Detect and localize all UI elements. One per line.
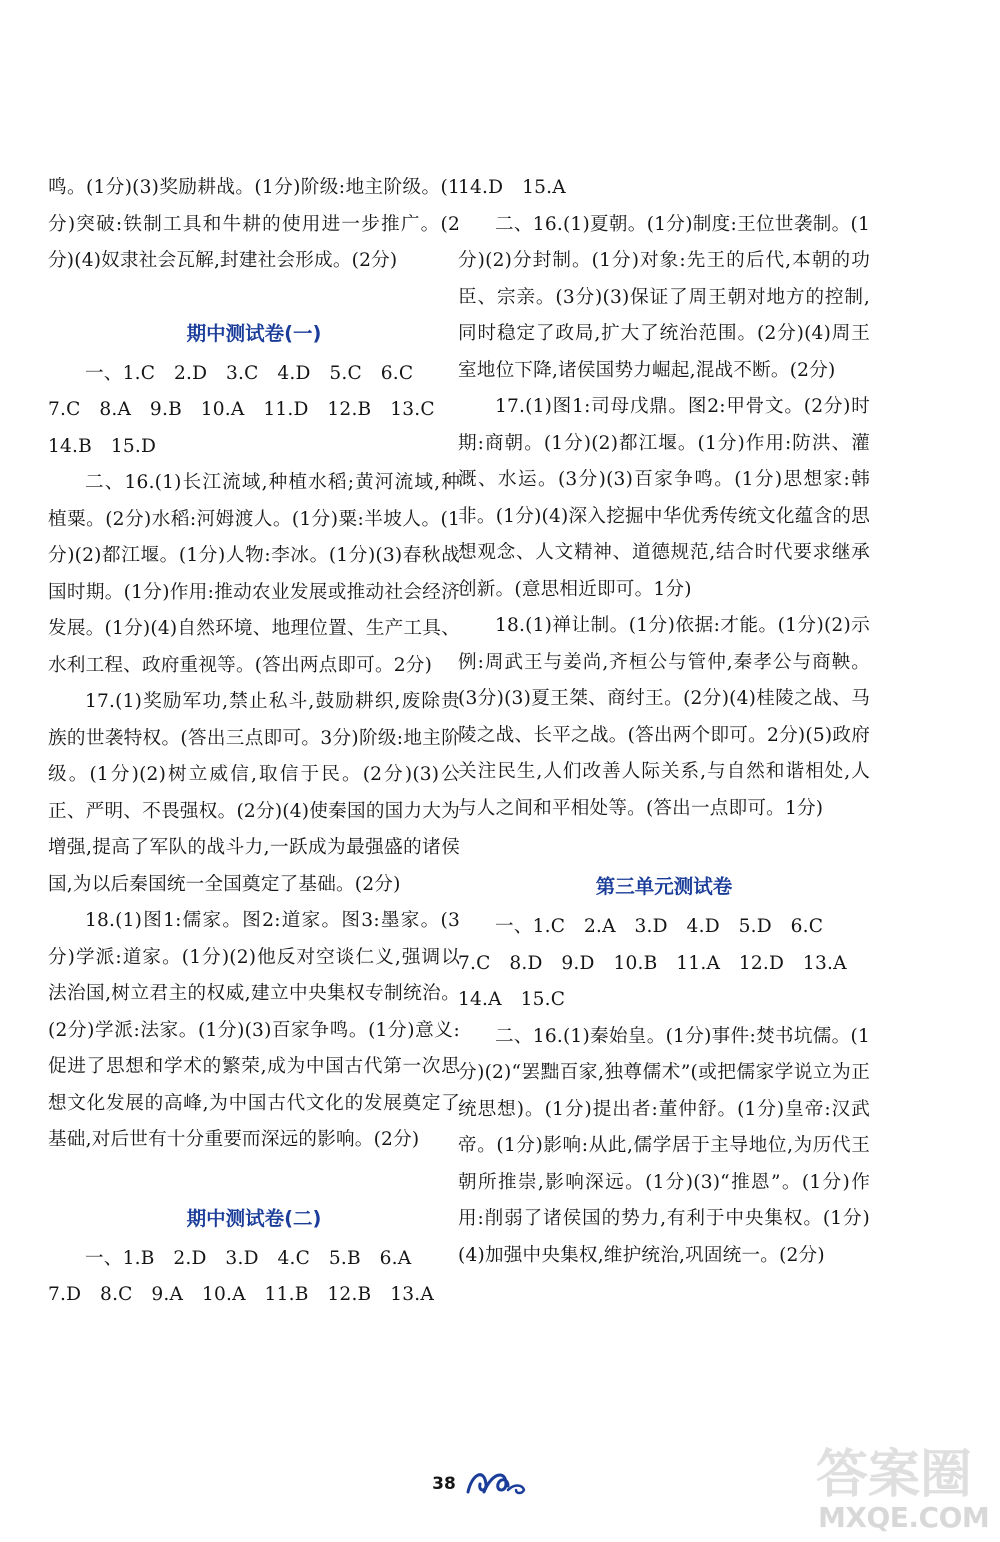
answer-paragraph-q16: 二、16.(1)长江流域,种植水稻;黄河流域,种植粟。(2分)水稻:河姆渡人。(1分)粟:半坡人。(1分)(2)都江堰。(1分)人物:李冰。(1分)(3)春秋战国时期。(1分)作用:推动农业发展或推动社会经济发展。(1分)(4)自然环境、地理位置、生产工具、水利工程、政府重视等。(答出两点即可。2分): [48, 472, 460, 676]
watermark-logo: [810, 1430, 995, 1540]
page-number: 38: [432, 1474, 456, 1494]
choice-answers-line: 14.D 15.A: [458, 177, 566, 198]
choice-answers-line: 7.D 8.C 9.A 10.A 11.B 12.B 13.A: [48, 1284, 435, 1305]
choice-answers-line: 14.B 15.D: [48, 435, 157, 457]
choice-answers-line: 7.C 8.A 9.B 10.A 11.D 12.B 13.C: [48, 399, 435, 420]
section-title-midterm-2: 期中测试卷(二): [186, 1206, 322, 1230]
choice-answers-line: 一、1.C 2.D 3.C 4.D 5.C 6.C: [85, 362, 414, 384]
answer-paragraph-q17: 17.(1)奖励军功,禁止私斗,鼓励耕织,废除贵族的世袭特权。(答出三点即可。3分)阶级:地主阶级。(1分)(2)树立威信,取信于民。(2分)(3)公正、严明、不畏强权。(2分)(4)使秦国的国力大为增强,提高了军队的战斗力,一跃成为最强盛的诸侯国,为以后秦国统一全国奠定了基础。(2分): [48, 691, 460, 895]
left-column: [48, 170, 460, 1314]
choice-answers-line: 一、1.C 2.A 3.D 4.D 5.D 6.C: [495, 916, 824, 937]
answer-paragraph-q16: 二、16.(1)夏朝。(1分)制度:王位世袭制。(1分)(2)分封制。(1分)对象:先王的后代,本朝的功臣、宗亲。(3分)(3)保证了周王朝对地方的控制,同时稳定了政局,扩大了统治范围。(2分)(4)周王室地位下降,诸侯国势力崛起,混战不断。(2分): [458, 213, 870, 381]
answer-paragraph-q18: 18.(1)图1:儒家。图2:道家。图3:墨家。(3分)学派:道家。(1分)(2)他反对空谈仁义,强调以法治国,树立君主的权威,建立中央集权专制统治。(2分)学派:法家。(1分)(3)百家争鸣。(1分)意义:促进了思想和学术的繁荣,成为中国古代第一次思想文化发展的高峰,为中国古代文化的发展奠定了基础,对后世有十分重要而深远的影响。(2分): [48, 910, 460, 1150]
choice-answers-line: 一、1.B 2.D 3.D 4.C 5.B 6.A: [85, 1247, 412, 1269]
answer-paragraph-q17: 17.(1)图1:司母戊鼎。图2:甲骨文。(2分)时期:商朝。(1分)(2)都江堰。(1分)作用:防洪、灌溉、水运。(3分)(3)百家争鸣。(1分)思想家:韩非。(1分)(4)深入挖掘中华优秀传统文化蕴含的思想观念、人文精神、道德规范,结合时代要求继承创新。(意思相近即可。1分): [458, 396, 870, 600]
continuation-paragraph: 鸣。(1分)(3)奖励耕战。(1分)阶级:地主阶级。(1分)突破:铁制工具和牛耕的使用进一步推广。(2分)(4)奴隶社会瓦解,封建社会形成。(2分): [48, 177, 460, 271]
watermark-site-text: MXQE.COM: [818, 1501, 990, 1534]
section-title-midterm-1: 期中测试卷(一): [186, 321, 322, 345]
right-column: [458, 170, 870, 1274]
section-title-unit-3: 第三单元测试卷: [595, 875, 733, 898]
swirl-ornament-icon: [462, 1462, 532, 1498]
answer-paragraph-q18: 18.(1)禅让制。(1分)依据:才能。(1分)(2)示例:周武王与姜尚,齐桓公与管仲,秦孝公与商鞅。(3分)(3)夏王桀、商纣王。(2分)(4)桂陵之战、马陵之战、长平之战。(答出两个即可。2分)(5)政府关注民生,人们改善人际关系,与自然和谐相处,人与人之间和平相处等。(答出一点即可。1分): [458, 615, 870, 819]
watermark-chinese-text: 答案圈: [816, 1445, 973, 1505]
choice-answers-line: 7.C 8.D 9.D 10.B 11.A 12.D 13.A: [458, 952, 847, 974]
answer-paragraph-q16: 二、16.(1)秦始皇。(1分)事件:焚书坑儒。(1分)(2)“罢黜百家,独尊儒术”(或把儒家学说立为正统思想)。(1分)提出者:董仲舒。(1分)皇帝:汉武帝。(1分)影响:从此,儒学居于主导地位,为历代王朝所推崇,影响深远。(1分)(3)“推恩”。(1分)作用:削弱了诸侯国的势力,有利于中央集权。(1分)(4)加强中央集权,维护统治,巩固统一。(2分): [458, 1025, 870, 1266]
choice-answers-line: 14.A 15.C: [458, 989, 566, 1010]
